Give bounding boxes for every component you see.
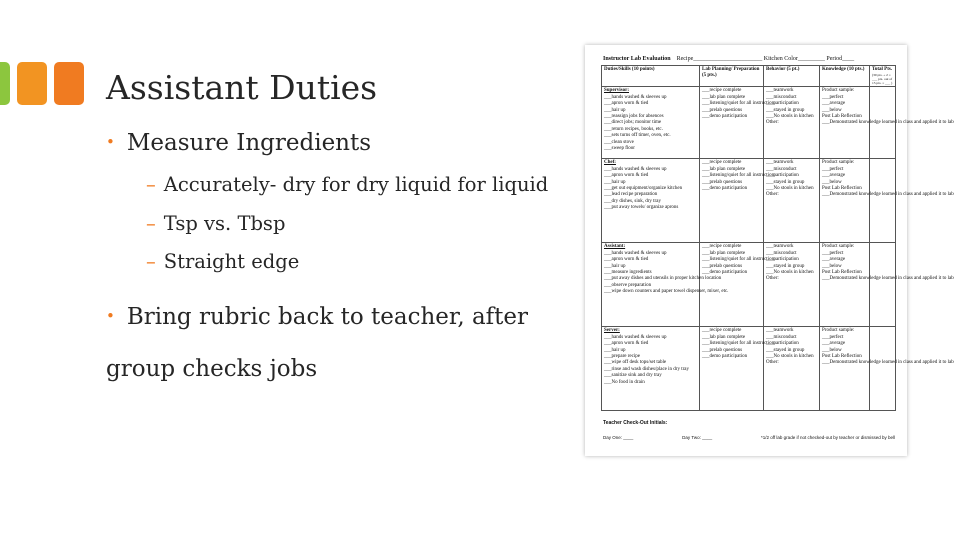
- rubric-line: ___stayed in group: [766, 347, 805, 353]
- section-name: Server:: [604, 328, 620, 334]
- rubric-line: ___participation: [766, 101, 799, 107]
- behavior-cell: [764, 327, 820, 411]
- sub-bullet-accurately: [146, 173, 548, 196]
- rubric-line: ___teamwork: [766, 328, 794, 334]
- bullet-text: Measure Ingredients: [126, 130, 372, 156]
- rubric-line: Post Lab Reflection: [822, 270, 862, 276]
- rubric-header-row: [602, 66, 896, 87]
- rubric-line: ___reassign jobs for absences: [604, 114, 664, 120]
- bullet-bring-rubric: [106, 292, 576, 394]
- rubric-line: ___wipe down counters and paper towel dispenser, mixer, etc.: [604, 289, 729, 295]
- rubric-line: ___Demonstrated knowledge learned in class and applied it to lab: [822, 360, 954, 366]
- rubric-period: Period____: [826, 56, 855, 62]
- rubric-day-one: Day One: ____: [603, 435, 634, 440]
- rubric-line: ___stayed in group: [766, 107, 805, 113]
- rubric-line: ___hair up: [604, 107, 626, 113]
- rubric-line: ___prelab questions: [702, 263, 743, 269]
- rubric-line: ___Demonstrated knowledge learned in class and applied it to lab: [822, 192, 954, 198]
- rubric-line: ___demo participation: [702, 186, 748, 192]
- rubric-line: ___stayed in group: [766, 263, 805, 269]
- rubric-line: ___rinse and wash dishes/place in dry tray: [604, 366, 689, 372]
- rubric-line: ___No stools in kitchen: [766, 270, 814, 276]
- col-duties: Duties/Skills (10 points): [602, 66, 700, 87]
- duties-cell: [602, 87, 700, 159]
- rubric-line: ___teamwork: [766, 244, 794, 250]
- rubric-line: ___prelab questions: [702, 347, 743, 353]
- rubric-line: ___below: [822, 107, 842, 113]
- rubric-body: [602, 87, 954, 411]
- rubric-line: ___teamwork: [766, 160, 794, 166]
- rubric-line: ___sweep floor: [604, 146, 635, 152]
- total-cell: [870, 327, 896, 411]
- rubric-line: ___apron worn & tied: [604, 173, 649, 179]
- rubric-line: ___put away dishes and utensils in proper kitchen location: [604, 276, 722, 282]
- rubric-line: ___recipe complete: [702, 328, 742, 334]
- rubric-line: ___No stools in kitchen: [766, 114, 814, 120]
- rubric-table: [601, 65, 954, 411]
- rubric-line: ___average: [822, 101, 846, 107]
- col-behavior: Behavior (5 pt.): [764, 66, 820, 87]
- rubric-day-two: Day Two: ____: [682, 435, 713, 440]
- slide-title: Assistant Duties: [106, 68, 378, 107]
- dash-icon: –: [146, 173, 156, 196]
- rubric-line: ___perfect: [822, 94, 844, 100]
- bullet-measure-ingredients: [106, 130, 371, 156]
- rubric-line: ___prelab questions: [702, 179, 743, 185]
- rubric-line: ___clean stove: [604, 139, 634, 145]
- rubric-line: ___misconduct: [766, 166, 797, 172]
- rubric-line: ___dry dishes, sink, dry tray: [604, 198, 661, 204]
- rubric-line: Other:: [766, 360, 779, 366]
- behavior-cell: [764, 87, 820, 159]
- rubric-line: ___direct jobs; monitor time: [604, 120, 662, 126]
- rubric-recipe: Recipe_______________________: [676, 56, 763, 62]
- rubric-line: ___Demonstrated knowledge learned in class and applied it to lab: [822, 276, 954, 282]
- rubric-line: ___hands washed & sleeves up: [604, 94, 667, 100]
- rubric-line: ___return recipes, books, etc.: [604, 126, 663, 132]
- rubric-line: ___measure ingredients: [604, 270, 652, 276]
- section-name: Chef:: [604, 160, 616, 166]
- rubric-line: ___average: [822, 257, 846, 263]
- rubric-line: ___hands washed & sleeves up: [604, 250, 667, 256]
- rubric-note: *1/2 off lab grade if not checked-out by teacher or dismissed by bell: [761, 435, 895, 440]
- rubric-line: Product sample:: [822, 160, 855, 166]
- dash-icon: –: [146, 250, 156, 273]
- rubric-section-row: [602, 243, 896, 327]
- rubric-line: ___listening/quiet for all instruction: [702, 101, 775, 107]
- rubric-image: [585, 45, 954, 456]
- behavior-cell: [764, 243, 820, 327]
- rubric-line: ___perfect: [822, 250, 844, 256]
- rubric-kitchen: Kitchen Color_________: [763, 56, 825, 62]
- rubric-line: ___No stools in kitchen: [766, 354, 814, 360]
- rubric-line: ___lead recipe preparation: [604, 192, 658, 198]
- col-knowledge: Knowledge (10 pts.): [820, 66, 870, 87]
- rubric-line: ___apron worn & tied: [604, 257, 649, 263]
- rubric-line: ___participation: [766, 257, 799, 263]
- rubric-line: ___perfect: [822, 334, 844, 340]
- rubric-line: ___No food in drain: [604, 379, 645, 385]
- rubric-line: ___lab plan complete: [702, 250, 746, 256]
- rubric-line: ___sets turns off timer, oven, etc.: [604, 133, 671, 139]
- col-total: [870, 66, 896, 87]
- rubric-line: ___hair up: [604, 179, 626, 185]
- rubric-line: ___sanitize sink and dry tray: [604, 373, 662, 379]
- rubric-line: Product sample:: [822, 244, 855, 250]
- duties-cell: [602, 327, 700, 411]
- rubric-line: ___participation: [766, 341, 799, 347]
- rubric-footer-row: [603, 435, 895, 440]
- rubric-line: ___stayed in group: [766, 179, 805, 185]
- rubric-line: ___lab plan complete: [702, 94, 746, 100]
- rubric-line: ___listening/quiet for all instruction: [702, 341, 775, 347]
- bullet-dot-icon: •: [106, 133, 115, 151]
- rubric-line: ___misconduct: [766, 250, 797, 256]
- rubric-line: ___apron worn & tied: [604, 341, 649, 347]
- col-total-formula: (30 pts. ÷ 2 = ___ pts. out of 15 pts. = ___ ): [872, 73, 893, 86]
- rubric-line: ___below: [822, 263, 842, 269]
- rubric-line: ___apron worn & tied: [604, 101, 649, 107]
- decor-bar-orange-1: [17, 62, 47, 105]
- bullet-dot-icon: •: [106, 307, 115, 325]
- rubric-line: ___No stools in kitchen: [766, 186, 814, 192]
- rubric-line: ___average: [822, 341, 846, 347]
- rubric-section-row: [602, 327, 896, 411]
- rubric-line: Other:: [766, 276, 779, 282]
- sub-bullet-text: Tsp vs. Tbsp: [163, 212, 286, 235]
- rubric-line: Product sample:: [822, 328, 855, 334]
- rubric-section-row: [602, 87, 896, 159]
- rubric-line: ___average: [822, 173, 846, 179]
- rubric-line: ___hands washed & sleeves up: [604, 334, 667, 340]
- section-name: Supervisor:: [604, 88, 629, 94]
- decor-bar-orange-2: [54, 62, 84, 105]
- knowledge-cell: [820, 87, 954, 159]
- total-cell: [870, 243, 896, 327]
- rubric-line: ___below: [822, 179, 842, 185]
- knowledge-cell: [820, 243, 954, 327]
- rubric-line: ___below: [822, 347, 842, 353]
- knowledge-cell: [820, 327, 954, 411]
- rubric-line: ___misconduct: [766, 334, 797, 340]
- rubric-line: ___wipe off desk tops/set table: [604, 360, 667, 366]
- rubric-line: ___observe preparation: [604, 282, 652, 288]
- rubric-header: [603, 56, 854, 62]
- bullet-text: Bring rubric back to teacher, after group checks jobs: [106, 304, 529, 382]
- dash-icon: –: [146, 212, 156, 235]
- rubric-line: Other:: [766, 192, 779, 198]
- rubric-line: ___demo participation: [702, 270, 748, 276]
- behavior-cell: [764, 159, 820, 243]
- sub-bullet-tsp: [146, 212, 285, 235]
- rubric-line: ___prepare recipe: [604, 354, 640, 360]
- rubric-line: ___lab plan complete: [702, 334, 746, 340]
- rubric-line: Post Lab Reflection: [822, 186, 862, 192]
- col-total-label: Total Pts.: [872, 67, 893, 72]
- rubric-line: Product sample:: [822, 88, 855, 94]
- rubric-line: ___recipe complete: [702, 88, 742, 94]
- knowledge-cell: [820, 159, 954, 243]
- rubric-line: ___demo participation: [702, 114, 748, 120]
- rubric-line: ___recipe complete: [702, 160, 742, 166]
- rubric-line: Post Lab Reflection: [822, 114, 862, 120]
- rubric-line: ___perfect: [822, 166, 844, 172]
- rubric-line: Other:: [766, 120, 779, 126]
- rubric-line: ___listening/quiet for all instruction: [702, 257, 775, 263]
- rubric-checkout: Teacher Check-Out Initials:: [603, 420, 668, 426]
- rubric-section-row: [602, 159, 896, 243]
- total-cell: [870, 159, 896, 243]
- rubric-line: ___misconduct: [766, 94, 797, 100]
- rubric-line: ___demo participation: [702, 354, 748, 360]
- rubric-line: ___put away towels/ organize aprons: [604, 205, 679, 211]
- rubric-line: ___recipe complete: [702, 244, 742, 250]
- sub-bullet-straight-edge: [146, 250, 299, 273]
- rubric-line: ___teamwork: [766, 88, 794, 94]
- rubric-title: Instructor Lab Evaluation: [603, 56, 671, 62]
- rubric-line: ___get out equipment/organize kitchen: [604, 186, 683, 192]
- rubric-line: ___hair up: [604, 347, 626, 353]
- rubric-line: ___hair up: [604, 263, 626, 269]
- rubric-line: ___participation: [766, 173, 799, 179]
- rubric-line: ___lab plan complete: [702, 166, 746, 172]
- section-name: Assistant:: [604, 244, 626, 250]
- rubric-line: ___Demonstrated knowledge learned in class and applied it to lab: [822, 120, 954, 126]
- sub-bullet-text: Straight edge: [163, 250, 300, 273]
- rubric-line: ___hands washed & sleeves up: [604, 166, 667, 172]
- decor-bar-green: [0, 62, 10, 105]
- col-planning: Lab Planning/ Preparation (5 pts.): [700, 66, 764, 87]
- rubric-line: Post Lab Reflection: [822, 354, 862, 360]
- duties-cell: [602, 159, 700, 243]
- rubric-line: ___prelab questions: [702, 107, 743, 113]
- rubric-line: ___listening/quiet for all instruction: [702, 173, 775, 179]
- sub-bullet-text: Accurately- dry for dry liquid for liquid: [163, 173, 549, 196]
